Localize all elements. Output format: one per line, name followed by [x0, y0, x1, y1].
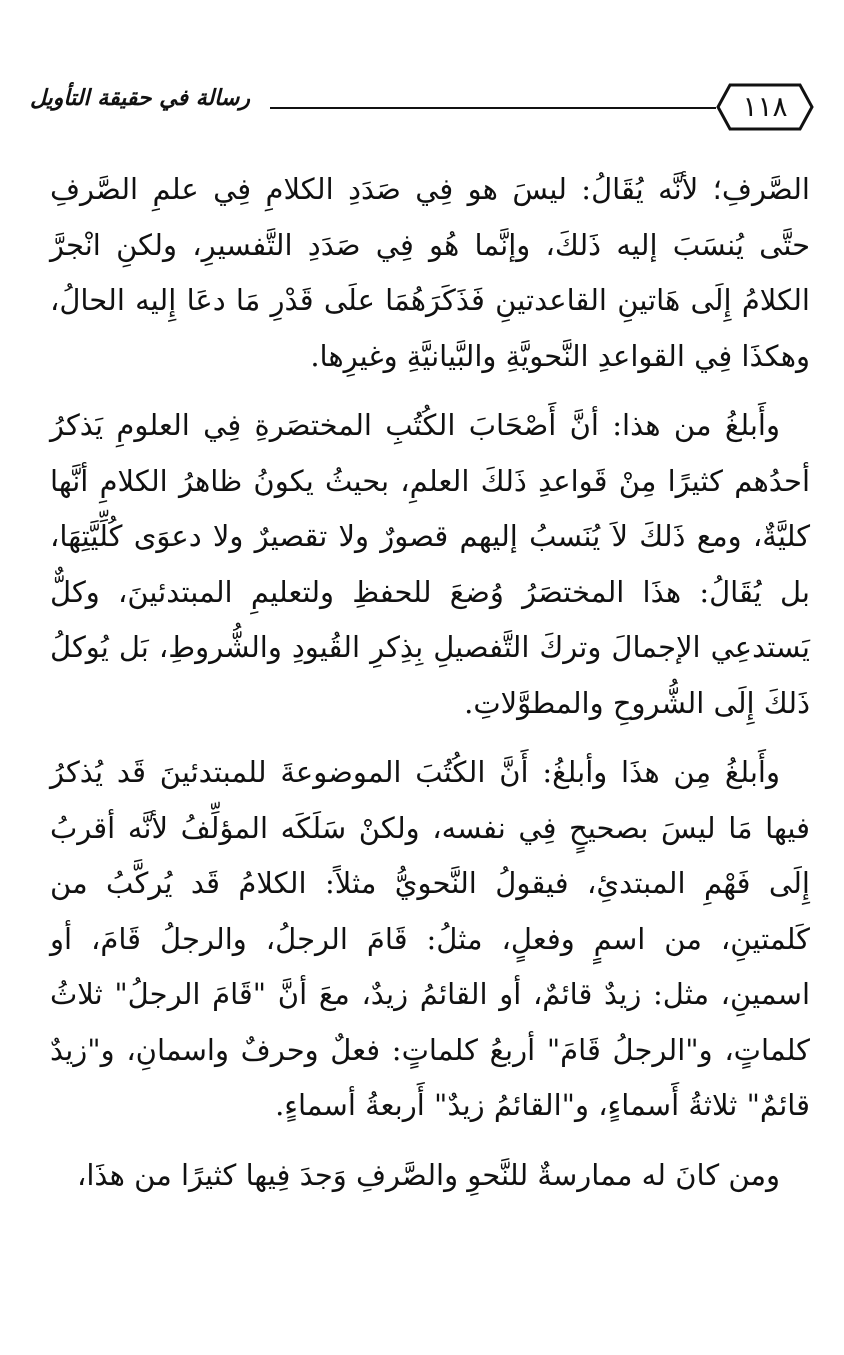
- page-body: [50, 162, 810, 1217]
- page-number-badge: [716, 82, 814, 132]
- paragraph: وأَبلغُ من هذا: أنَّ أَصْحَابَ الكُتُبِ المختصَرةِ فِي العلومِ يَذكرُ أحدُهم كثيرًا مِنْ قَواعدِ ذَلكَ العلمِ، بحيثُ يكونُ ظاهرُ الكلامِ أنَّها كليَّةٌ، ومع ذَلكَ لاَ يُنَسبُ إليهم قصورٌ ولا تقصيرٌ ولا دعوَى كُلِّيَّتِهَا، بل يُقَالُ: هذَا المختصَرُ وُضعَ للحفظِ ولتعليمِ المبتدئينَ، وكلٌّ يَستدعِي الإجمالَ وتركَ التَّفصيلِ بِذِكرِ القُيودِ والشُّروطِ، بَل يُوكلُ ذَلكَ إِلَى الشُّروحِ والمطوَّلاتِ.: [50, 408, 810, 720]
- paragraph: الصَّرفِ؛ لأنَّه يُقَالُ: ليسَ هو فِي صَدَدِ الكلامِ فِي علمِ الصَّرفِ حتَّى يُنسَبَ إليه ذَلكَ، وإنَّما هُو فِي صَدَدِ التَّفسيرِ، ولكنِ انْجرَّ الكلامُ إِلَى هَاتينِ القاعدتينِ فَذَكَرَهُمَا علَى قَدْرِ مَا دعَا إِليه الحالُ، وهكذَا فِي القواعدِ النَّحويَّةِ والبَّيانيَّةِ وغيرِها.: [50, 172, 810, 373]
- running-title: رسالة في حقيقة التأويل: [30, 86, 250, 111]
- paragraph: ومن كانَ له ممارسةٌ للنَّحوِ والصَّرفِ وَجدَ فِيها كثيرًا من هذَا،: [77, 1157, 780, 1192]
- page-number: ١١٨: [742, 90, 788, 123]
- header-rule: [270, 107, 716, 109]
- page-header: [30, 82, 814, 142]
- paragraph: وأَبلغُ مِن هذَا وأبلغُ: أَنَّ الكُتُبَ الموضوعةَ للمبتدئينَ قَد يُذكرُ فيها مَا ليسَ بصحيحٍ فِي نفسه، ولكنْ سَلَكَه المؤلِّفُ لأنَّه أقربُ إِلَى فَهْمِ المبتدئِ، فيقولُ النَّحويُّ مثلاً: الكلامُ قَد يُركَّبُ من كَلمتينِ، من اسمٍ وفعلٍ، مثلُ: قَامَ الرجلُ، والرجلُ قَامَ، أو اسمينِ، مثل: زيدٌ قائمٌ، أو القائمُ زيدٌ، معَ أنَّ "قَامَ الرجلُ" ثلاثُ كلماتٍ، و"الرجلُ قَامَ" أربعُ كلماتٍ: فعلٌ وحرفٌ واسمانِ، و"زيدٌ قائمٌ" ثلاثةُ أَسماءٍ، و"القائمُ زيدٌ" أَربعةُ أسماءٍ.: [50, 755, 810, 1122]
